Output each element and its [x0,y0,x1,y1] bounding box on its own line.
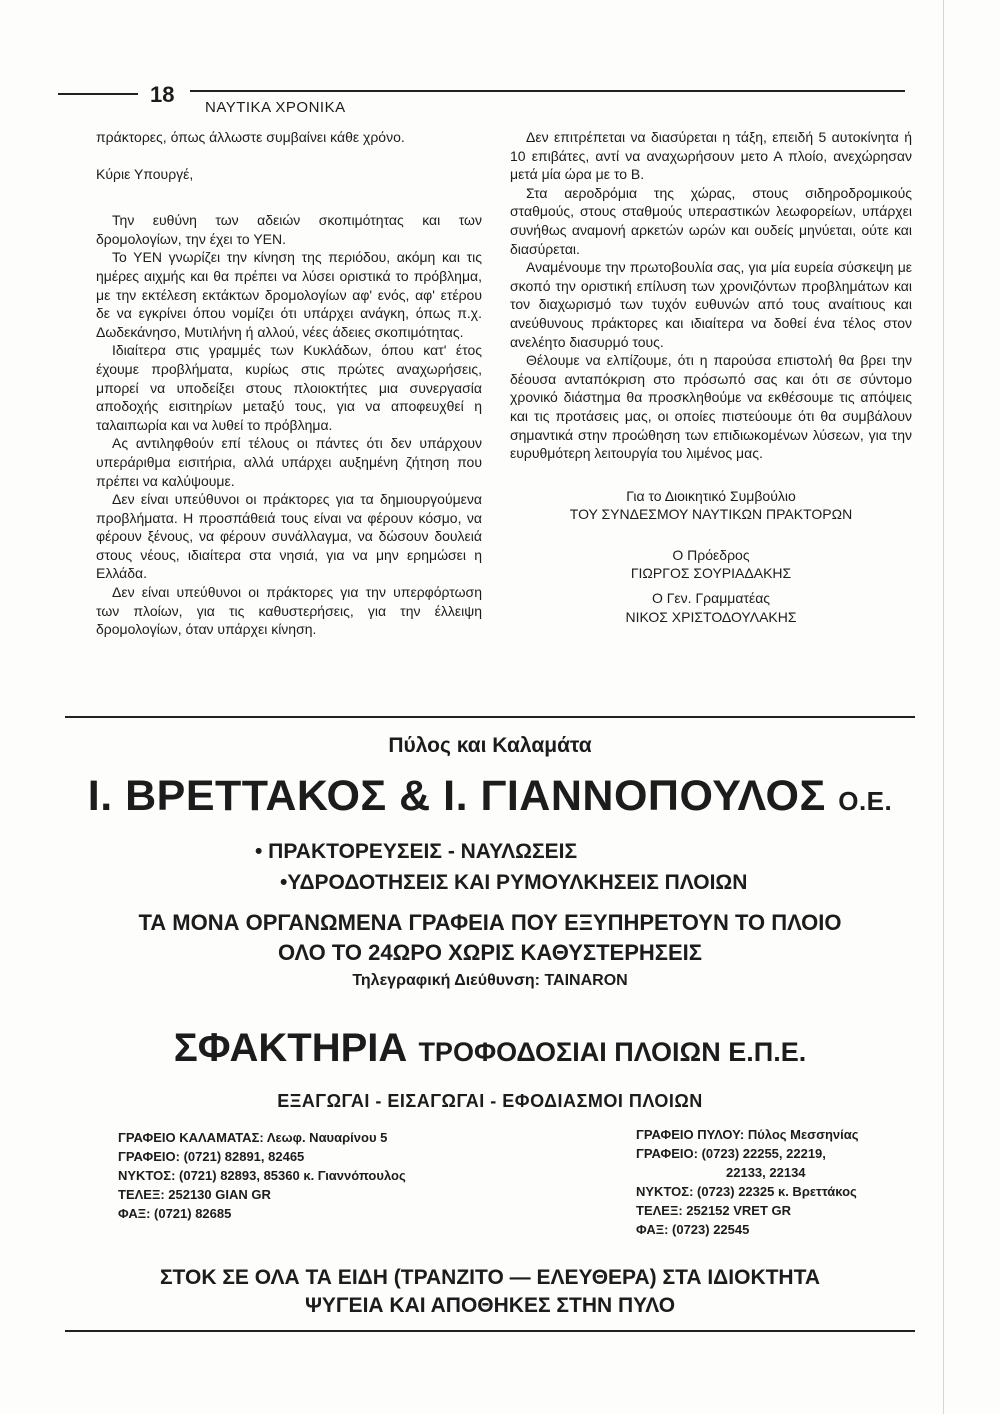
paragraph: Την ευθύνη των αδειών σκοπιμότητας και των δρομολογίων, την έχει το ΥΕΝ. [96,212,482,247]
stock-line: ΨΥΓΕΙΑ ΚΑΙ ΑΠΟΘΗΚΕΣ ΣΤΗΝ ΠΥΛΟ [304,1294,676,1317]
office-line: ΓΡΑΦΕΙΟ ΚΑΛΑΜΑΤΑΣ: Λεωφ. Ναυαρίνου 5 [118,1130,388,1145]
paragraph: Το ΥΕΝ γνωρίζει την κίνηση της περιόδου, ακόμη και τις ημέρες αιχμής και θα πρέπει να λύσει οριστικά το πρόβλημα, με την εκτέλεση εκτάκτων δρομολογίων αφ' ενός, αφ' ετέρου δε να εγκρίνει όπου νομίζει ότι υπάρχει ανάγκη, όπως π.χ. Δωδεκάνησο, Μυτιλήνη ή αλλού, νέες άδειες σκοπιμότητας. [96,249,482,340]
office-line: ΤΕΛΕΞ: 252152 VRET GR [636,1203,792,1218]
paragraph: Στα αεροδρόμια της χώρας, στους σιδηροδρομικούς σταθμούς, στους σταθμούς υπεραστικών λεωφορείων, υπάρχει συνήθως αναμονή αρκετών ωρών και ουδείς μηνύεται, ούτε και διασύρεται. [510,184,912,257]
office-line: ΓΡΑΦΕΙΟ: (0723) 22255, 22219, [636,1146,826,1161]
ad-second-company [65,1026,915,1071]
ad-top-rule [65,716,915,718]
header-rule-left [58,93,138,95]
salutation: Κύριε Υπουργέ, [96,165,194,182]
president-title: Ο Πρόεδρος [672,546,750,563]
paragraph: Ας αντιληφθούν επί τέλους οι πάντες ότι δεν υπάρχουν υπεράριθμα εισιτήρια, αλλά υπάρχει αυξημένη ζήτηση που πρέπει να καλύψουμε. [96,435,482,489]
tagline-line: ΤΑ ΜΟΝΑ ΟΡΓΑΝΩΜΕΝΑ ΓΡΑΦΕΙΑ ΠΟΥ ΕΞΥΠΗΡΕΤΟΥΝ ΤΟ ΠΛΟΙΟ [138,910,842,935]
article-right-column [510,128,912,626]
office-line: ΝΥΚΤΟΣ: (0721) 82893, 85360 κ. Γιαννόπουλος [118,1168,406,1183]
president-name: ΓΙΩΡΓΟΣ ΣΟΥΡΙΑΔΑΚΗΣ [630,565,792,582]
trade-activities: ΕΞΑΓΩΓΑΙ - ΕΙΣΑΓΩΓΑΙ - ΕΦΟΔΙΑΣΜΟΙ ΠΛΟΙΩΝ [277,1091,703,1111]
office-line: ΓΡΑΦΕΙΟ ΠΥΛΟΥ: Πύλος Μεσσηνίας [636,1127,859,1142]
second-company-name: ΣΦΑΚΤΗΡΙΑ [173,1026,408,1070]
company-name-text: Ι. ΒΡΕΤΤΑΚΟΣ & Ι. ΓΙΑΝΝΟΠΟΥΛΟΣ [87,772,826,820]
office-line: 22133, 22134 [726,1165,806,1180]
paragraph: Αναμένουμε την πρωτοβουλία σας, για μία ευρεία σύσκεψη με σκοπό την οριστική επίλυση των χρονιζόντων προβλημάτων και τον διαχωρισμό των τυχόν ευθυνών από τους αναίτιους και ανεύθυνους πράκτορες και ιδιαίτερα να δοθεί ένα τέλος στον ανελέητο διασυρμό τους. [510,259,912,350]
office-line: ΦΑΞ: (0721) 82685 [118,1206,232,1221]
signature-board: Για το Διοικητικό Συμβούλιο [626,487,796,504]
paragraph: Θέλουμε να ελπίζουμε, ότι η παρούσα επιστολή θα βρει την δέουσα ανταπόκριση στο πρόσωπό σας και ότι σε σύντομο χρονικό διάστημα θα προσκληθούμε να εκθέσουμε τις απόψεις και τις προτάσεις μας, οι οποίες πιστεύουμε ότι θα συμβάλουν σημαντικά στην προώθηση των επιδιωκομένων λύσεων, για την ευρυθμότερη λειτουργία του λιμένος μας. [510,352,912,462]
paragraph: Δεν επιτρέπεται να διασύρεται η τάξη, επειδή 5 αυτοκίνητα ή 10 επιβάτες, αντί να αναχωρήσουν μετο Α πλοίο, ανεχώρησαν μετά μία ώρα με το Β. [510,129,912,183]
ad-services-list [255,836,747,898]
page-edge-line [943,0,944,1414]
telegraph-address: Τηλεγραφική Διεύθυνση: TAINARON [352,972,628,989]
paragraph: Δεν είναι υπεύθυνοι οι πράκτορες για τα δημιουργούμενα προβλήματα. Η προσπάθειά τους είναι να φέρουν κόσμο, να φέρουν ξένους, να φέρουν συνάλλαγμα, να δώσουν δουλειά στους νέους, ιδιαίτερα στα νησιά, για να μην ερημώσει η Ελλάδα. [96,491,482,582]
office-kalamata [118,1128,406,1223]
stock-line: ΣΤΟΚ ΣΕ ΟΛΑ ΤΑ ΕΙΔΗ (ΤΡΑΝΖΙΤΟ — ΕΛΕΥΘΕΡΑ) ΣΤΑ ΙΔΙΟΚΤΗΤΑ [159,1266,821,1289]
ad-bottom-rule [65,1330,915,1332]
stock-notice [65,1264,915,1320]
office-line: ΓΡΑΦΕΙΟ: (0721) 82891, 82465 [118,1149,305,1164]
journal-name: ΝΑΥΤΙΚΑ ΧΡΟΝΙΚΑ [205,99,346,116]
company-suffix: Ο.Ε. [838,786,893,816]
paragraph: Ιδιαίτερα στις γραμμές των Κυκλάδων, όπου κατ' έτος έχουμε προβλήματα, κυρίως στις πρώτες αναχωρήσεις, μπορεί να υποδείξει στους πλοιοκτήτες μια συνεργασία αποδοχής εισιτηρίων μεταξύ τους, για να αποφευχθεί η ταλαιπωρία και να λυθεί το πρόβλημα. [96,342,482,433]
service-item: •ΥΔΡΟΔΟΤΗΣΕΙΣ ΚΑΙ ΡΥΜΟΥΛΚΗΣΕΙΣ ΠΛΟΙΩΝ [280,871,748,894]
secretary-name: ΝΙΚΟΣ ΧΡΙΣΤΟΔΟΥΛΑΚΗΣ [625,608,797,625]
paragraph: Δεν είναι υπεύθυνοι οι πράκτορες για την υπερφόρτωση των πλοίων, για τις καθυστερήσεις, για την έλλειψη δρομολογίων, όταν υπάρχει κίνηση. [96,584,482,638]
signature-association: ΤΟΥ ΣΥΝΔΕΣΜΟΥ ΝΑΥΤΙΚΩΝ ΠΡΑΚΤΟΡΩΝ [569,506,853,523]
ad-location: Πύλος και Καλαμάτα [388,734,592,757]
paragraph: πράκτορες, όπως άλλωστε συμβαίνει κάθε χρόνο. [96,129,405,145]
signature-block [510,487,912,627]
ad-tagline [65,908,915,968]
service-item: • ΠΡΑΚΤΟΡΕΥΣΕΙΣ - ΝΑΥΛΩΣΕΙΣ [255,840,578,863]
article-left-column [96,128,482,639]
office-line: ΤΕΛΕΞ: 252130 GIAN GR [118,1187,271,1202]
page-number: 18 [150,82,175,107]
ad-company-name [65,772,915,821]
header-rule-right [190,90,905,92]
second-company-type: ΤΡΟΦΟΔΟΣΙΑΙ ΠΛΟΙΩΝ Ε.Π.Ε. [418,1037,807,1067]
office-line: ΦΑΞ: (0723) 22545 [636,1222,750,1237]
office-pylos [636,1125,859,1239]
tagline-line: ΟΛΟ ΤΟ 24ΩΡΟ ΧΩΡΙΣ ΚΑΘΥΣΤΕΡΗΣΕΙΣ [278,940,702,965]
office-line: ΝΥΚΤΟΣ: (0723) 22325 κ. Βρεττάκος [636,1184,857,1199]
secretary-title: Ο Γεν. Γραμματέας [651,590,771,607]
